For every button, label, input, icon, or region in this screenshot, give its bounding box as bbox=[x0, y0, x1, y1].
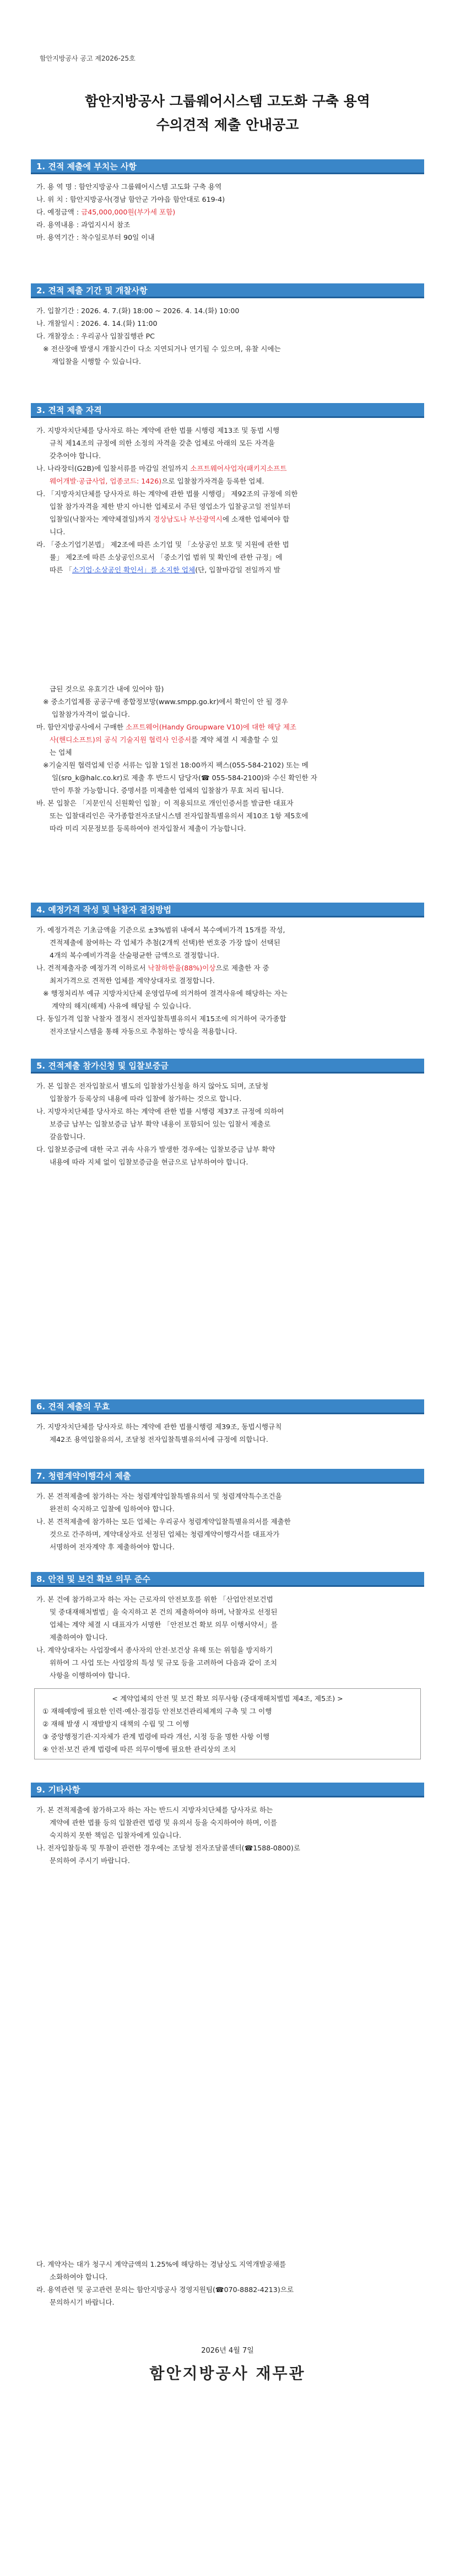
s3-body-a bbox=[36, 424, 298, 576]
s3-line: 갖추어야 합니다. bbox=[50, 452, 101, 460]
notice-number: 함안지방공사 공고 제2026-25호 bbox=[40, 55, 136, 62]
s3-text: 에 소재한 업체여야 합 bbox=[222, 515, 290, 523]
s3-text: 나. 나라장터(G2B)에 입찰서류를 마감일 전일까지 bbox=[36, 464, 191, 473]
s3-line: 입찰 참가자격을 제한 받지 아니한 업체로서 주된 영업소가 입찰공고일 전일부터 bbox=[50, 502, 291, 511]
s8-body bbox=[36, 1593, 278, 1682]
box-title: < 계약업체의 안전 및 보건 확보 의무사항 (중대재해처벌법 제4조, 제5조) > bbox=[112, 1694, 343, 1703]
s5-body bbox=[36, 1080, 284, 1168]
s5-line: 가. 본 입찰은 전자입찰로서 별도의 입찰참가신청을 하지 않아도 되며, 조달청 bbox=[36, 1082, 269, 1090]
s9-line: 소화하여야 합니다. bbox=[50, 2273, 108, 2281]
s3-line: 는 업체 bbox=[50, 748, 72, 756]
s1-price-label: 다. 예정금액 : bbox=[36, 208, 82, 216]
s3-line bbox=[36, 462, 298, 475]
section-5-heading: 5. 견적제출 참가신청 및 입찰보증금 bbox=[31, 1059, 424, 1074]
s4-line: 전자조달시스템을 통해 자동으로 추첨하는 방식을 적용합니다. bbox=[50, 1027, 237, 1035]
s4-line: 견적제출에 참여하는 각 업체가 추첨(2개씩 선택)한 번호중 가장 많이 선택된 bbox=[50, 938, 280, 947]
s1-price-value: 금45,000,000원(부가세 포함) bbox=[81, 208, 176, 216]
s2-body bbox=[36, 304, 281, 368]
box-item: ① 재해예방에 필요한 인력·예산·점검등 안전보건관리체계의 구축 및 그 이행 bbox=[42, 1707, 272, 1715]
s3-line: 률」 제2조에 따른 소상공인으로서 「중소기업 범위 및 확인에 관한 규정」에 bbox=[50, 553, 283, 561]
s3-line: 바. 본 입찰은 「지문인식 신원확인 입찰」이 적용되므로 개인인증서를 발급한 대표자 bbox=[36, 799, 294, 807]
s3-link-text: 」를 소지한 업체 bbox=[143, 566, 196, 574]
s8-line: 나. 계약상대자는 사업장에서 종사자의 안전·보건상 유해 또는 위험을 방지하기 bbox=[36, 1646, 273, 1654]
s3-highlight: 소프트웨어사업자(패키지소프트 bbox=[190, 464, 287, 473]
s3-highlight: 사(핸디소프트)의 공식 기술지원 협력사 인증서 bbox=[50, 736, 191, 744]
section-2-heading: 2. 견적 제출 기간 및 개찰사항 bbox=[31, 283, 424, 298]
s8-line: 및 중대재해처벌법」을 숙지하고 본 건의 제출하여야 하며, 낙찰자로 선정된 bbox=[50, 1608, 278, 1616]
s7-line: 것으로 간주하며, 계약대상자로 선정된 업체는 청렴계약이행각서를 대표자가 bbox=[50, 1530, 280, 1538]
s8-line: 제출하여야 합니다. bbox=[50, 1633, 108, 1641]
s3-body-b bbox=[36, 683, 317, 835]
s5-line: 입찰참가 등록상의 내용에 따라 입찰에 참가하는 것으로 합니다. bbox=[50, 1094, 242, 1103]
box-item: ④ 안전·보건 관계 법령에 따른 의무이행에 필요한 관리상의 조치 bbox=[42, 1745, 236, 1753]
s3-line: 따라 미리 지문정보를 등록하여야 전자입찰서 제출이 가능합니다. bbox=[50, 824, 246, 833]
s9-line: 나. 전자입찰등록 및 투찰이 관련한 경우에는 조달청 전자조달콜센터(☎1588-0800)로 bbox=[36, 1844, 300, 1852]
section-3-heading: 3. 견적 제출 자격 bbox=[31, 403, 424, 418]
s4-text: 나. 견적제출자중 예정가격 이하로서 bbox=[36, 964, 148, 972]
s5-line: 보증금 납부는 입찰보증금 납부 확약 내용이 포함되어 있는 입찰서 제출로 bbox=[50, 1120, 270, 1128]
s1-body bbox=[36, 180, 225, 244]
s3-note: 입찰참가자격이 없습니다. bbox=[52, 710, 130, 718]
s7-line: 가. 본 견적제출에 참가하는 자는 청렴계약입찰특별유의서 및 청렴계약특수조건을 bbox=[36, 1492, 282, 1500]
s2-line: 가. 입찰기간 : 2026. 4. 7.(화) 18:00 ~ 2026. 4. 14.(화) 10:00 bbox=[36, 307, 240, 315]
s9-line: 라. 용역관련 및 공고관련 문의는 함안지방공사 경영지원팀(☎070-8882-4213)으로 bbox=[36, 2285, 294, 2294]
s3-text: 입찰일(낙찰자는 계약체결일)까지 bbox=[50, 515, 154, 523]
s3-highlight: 소프트웨어(Handy Groupware V10)에 대한 해당 제조 bbox=[126, 723, 297, 731]
s4-line: 다. 동일가격 입찰 낙찰자 결정시 전자입찰특별유의서 제15조에 의거하여 국가종합 bbox=[36, 1015, 286, 1023]
s3-line: 다. 「지방자치단체를 당사자로 하는 계약에 관한 법률 시행령」 제92조의 규정에 의한 bbox=[36, 490, 298, 498]
s3-line: 또는 입찰대리인은 국가종합전자조달시스템 전자입찰특별유의서 제10조 1항 제5호에 bbox=[50, 812, 308, 820]
s4-line: 가. 예정가격은 기초금액을 기준으로 ±3%범위 내에서 복수예비가격 15개를 작성, bbox=[36, 926, 285, 934]
s9-line: 가. 본 견적제출에 참가하고자 하는 자는 반드시 지방자치단체를 당사자로 하는 bbox=[36, 1806, 273, 1814]
s6-line: 가. 지방자치단체를 당사자로 하는 계약에 관한 법률시행령 제39조, 동법시행규칙 bbox=[36, 1423, 282, 1431]
s3-line bbox=[36, 721, 317, 733]
s1-line: 마. 용역기간 : 착수일로부터 90일 이내 bbox=[36, 233, 155, 242]
s5-line: 나. 지방자치단체를 당사자로 하는 계약에 관한 법률 시행령 제37조 규정에 의하여 bbox=[36, 1107, 284, 1115]
s9-body-b bbox=[36, 2258, 294, 2309]
notice-date: 2026년 4월 7일 bbox=[201, 2347, 254, 2355]
s3-line bbox=[36, 564, 298, 576]
s3-line: 니다. bbox=[50, 528, 66, 536]
s4-note: 계약의 해지(해제) 사유에 해당될 수 있습니다. bbox=[52, 1002, 191, 1010]
s9-line: 문의하여 주시기 바랍니다. bbox=[50, 1856, 130, 1865]
s6-body bbox=[36, 1420, 281, 1446]
s7-line: 나. 본 견적제출에 참가하는 모든 업체는 우리공사 청렴계약입찰특별유의서를 제출한 bbox=[36, 1517, 291, 1526]
s3-line bbox=[36, 733, 317, 746]
issuer-signature: 함안지방공사 재무관 bbox=[149, 2364, 306, 2382]
s9-line: 숙지하지 못한 책임은 입찰자에게 있습니다. bbox=[50, 1831, 181, 1839]
s3-line: 가. 지방자치단체를 당사자로 하는 계약에 관한 법률 시행령 제13조 및 동법 시행 bbox=[36, 426, 280, 434]
s3-link-text: 소기업·소상공인 확인서 bbox=[72, 566, 144, 574]
s3-note: ※기술지원 협력업체 인증 서류는 입찰 1일전 18:00까지 팩스(055-584-2102) 또는 메 bbox=[43, 761, 308, 769]
s4-line bbox=[36, 962, 288, 974]
section-4-heading: 4. 예정가격 작성 및 낙찰자 결정방법 bbox=[31, 903, 424, 917]
s3-text: 으로 입찰참가자격을 등록한 업체. bbox=[161, 477, 264, 485]
s8-line: 가. 본 건에 참가하고자 하는 자는 근로자의 안전보호를 위한 「산업안전보건법 bbox=[36, 1595, 273, 1603]
s9-line: 문의하시기 바랍니다. bbox=[50, 2298, 115, 2306]
safety-obligations-box bbox=[34, 1688, 421, 1759]
s4-highlight: 낙찰하한율(88%)이상 bbox=[148, 964, 216, 972]
s3-text: 따른 「 bbox=[50, 566, 72, 574]
s3-text: (단, 입찰마감일 전일까지 발 bbox=[195, 566, 280, 574]
s9-line: 계약에 관한 법률 등의 입찰관련 법령 및 유의서 등을 숙지하여야 하며, 이를 bbox=[50, 1818, 278, 1827]
s5-line: 내용에 따라 지체 없이 입찰보증금을 현금으로 납부하여야 합니다. bbox=[50, 1158, 248, 1166]
s3-line bbox=[36, 475, 298, 487]
s1-line bbox=[36, 206, 225, 218]
s3-text: 마. 함안지방공사에서 구매한 bbox=[36, 723, 126, 731]
section-1-heading: 1. 견적 제출에 부치는 사항 bbox=[31, 159, 424, 174]
s4-line: 최저가격으로 견적한 업체를 계약상대자로 결정합니다. bbox=[50, 976, 215, 985]
s3-line: 급된 것으로 유효기간 내에 있어야 함) bbox=[50, 685, 164, 693]
s4-body bbox=[36, 924, 288, 1038]
s2-line: 나. 개찰일시 : 2026. 4. 14.(화) 11:00 bbox=[36, 319, 158, 328]
s1-line: 가. 용 역 명 : 함안지방공사 그룹웨어시스템 고도화 구축 용역 bbox=[36, 183, 222, 191]
s3-highlight: 경상남도나 부산광역시 bbox=[153, 515, 223, 523]
s3-line bbox=[36, 513, 298, 525]
box-item: ③ 중앙행정기관·지자체가 관계 법령에 따라 개선, 시정 등을 명한 사항 이행 bbox=[42, 1732, 270, 1741]
s3-note: 만이 투찰 가능합니다. 증명서를 미제출한 업체의 입찰참가 무효 처리 됩니다. bbox=[52, 786, 284, 795]
s3-highlight: 웨어개발·공급사업, 업종코드: 1426) bbox=[50, 477, 162, 485]
s7-line: 완전히 숙지하고 입찰에 임하여야 합니다. bbox=[50, 1505, 175, 1513]
s6-line: 제42조 용역입찰유의서, 조달청 전자입찰특별유의서에 규정에 의합니다. bbox=[50, 1435, 268, 1443]
s8-line: 위하여 그 사업 또는 사업장의 특성 및 규모 등을 고려하여 다음과 같이 조치 bbox=[50, 1659, 278, 1667]
s4-note: ※ 행정처리부 예규 지방자치단체 운영업무에 의거하여 결격사유에 해당하는 자는 bbox=[43, 989, 288, 997]
box-item: ② 재해 발생 시 재발방지 대책의 수립 및 그 이행 bbox=[42, 1720, 189, 1728]
s3-line: 규칙 제14조의 규정에 의한 소정의 자격을 갖춘 업체로 아래의 모든 자격을 bbox=[50, 439, 275, 447]
s2-note: ※ 전산장애 발생시 개찰시간이 다소 지연되거나 연기될 수 있으며, 유찰 시에는 bbox=[43, 345, 281, 353]
s2-note: 재입찰을 시행할 수 있습니다. bbox=[52, 357, 141, 366]
s9-line: 다. 계약자는 대가 청구시 계약금액의 1.25%에 해당하는 경남상도 지역개발공채를 bbox=[36, 2260, 286, 2268]
section-6-heading: 6. 견적 제출의 무효 bbox=[31, 1399, 424, 1414]
s3-note: ※ 중소기업제품 공공구매 종합정보망(www.smpp.go.kr)에서 확인이 안 될 경우 bbox=[43, 697, 288, 706]
s2-line: 다. 개찰장소 : 우리공사 입찰집행관 PC bbox=[36, 332, 155, 340]
s7-body bbox=[36, 1490, 291, 1553]
section-8-heading: 8. 안전 및 보건 확보 의무 준수 bbox=[31, 1572, 424, 1587]
s1-line: 나. 위 치 : 함안지방공사(경남 함안군 가야읍 함안대로 619-4) bbox=[36, 195, 225, 203]
s1-line: 라. 용역내용 : 과업지시서 참조 bbox=[36, 221, 131, 229]
section-9-heading: 9. 기타사항 bbox=[31, 1783, 424, 1797]
page-title: 함안지방공사 그룹웨어시스템 고도화 구축 용역 bbox=[85, 93, 370, 109]
s5-line: 갈음합니다. bbox=[50, 1133, 85, 1141]
s3-line: 라. 「중소기업기본법」 제2조에 따른 소기업 및 「소상공인 보호 및 지원에 관한 법 bbox=[36, 540, 289, 549]
s3-text: 를 계약 체결 시 제출할 수 있 bbox=[191, 736, 278, 744]
page-subtitle: 수의견적 제출 안내공고 bbox=[156, 117, 299, 133]
s3-note: 일(sro_k@halc.co.kr)로 제출 후 반드시 담당자(☎ 055-584-2100)와 수신 확인한 자 bbox=[52, 774, 317, 782]
s8-line: 사항을 이행하여야 합니다. bbox=[50, 1671, 130, 1679]
s5-line: 다. 입찰보증금에 대한 국고 귀속 사유가 발생한 경우에는 입찰보증금 납부 확약 bbox=[36, 1145, 275, 1153]
s4-line: 4개의 복수예비가격을 산술평균한 금액으로 결정합니다. bbox=[50, 951, 219, 959]
s7-line: 서명하여 전자계약 후 제출하여야 합니다. bbox=[50, 1543, 175, 1551]
s9-body-a bbox=[36, 1804, 300, 1867]
s4-text: 으로 제출한 자 중 bbox=[215, 964, 269, 972]
section-7-heading: 7. 청렴계약이행각서 제출 bbox=[31, 1469, 424, 1484]
s8-line: 업체는 계약 체결 시 대표자가 서명한 「안전보건 확보 의무 이행서약서」를 bbox=[50, 1620, 278, 1629]
